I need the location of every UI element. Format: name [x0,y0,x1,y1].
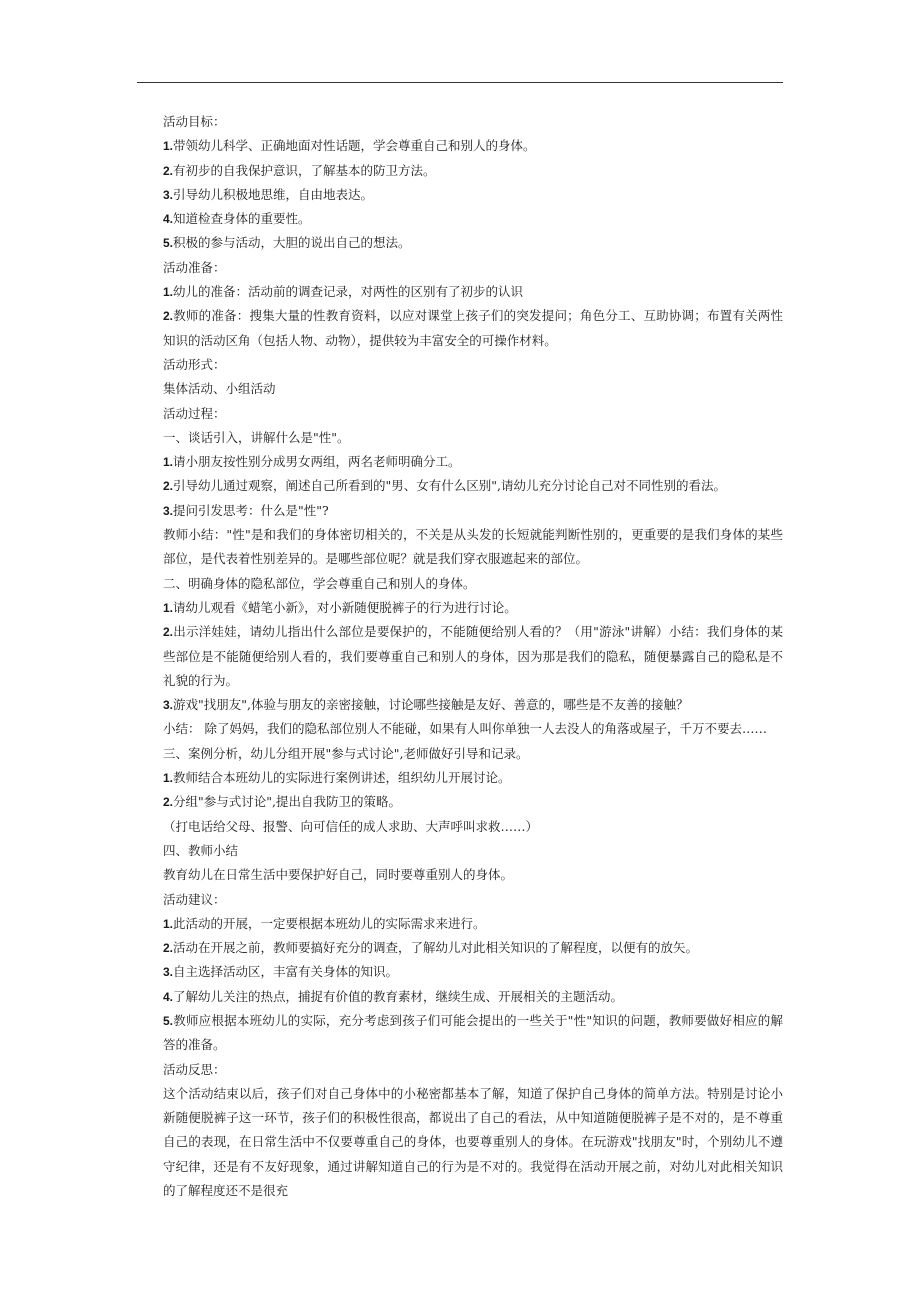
paragraph-text: 带领幼儿科学、正确地面对性话题，学会尊重自己和别人的身体。 [173,138,536,154]
paragraph-text: 活动形式： [163,356,226,372]
paragraph [139,426,783,450]
numbered-paragraph [139,450,783,474]
paragraph-text: 游戏"找朋友",体验与朋友的亲密接触，讨论哪些接触是友好、善意的，哪些是不友善的接触？ [173,697,689,713]
numbered-paragraph [139,936,783,960]
item-number: 1. [163,600,174,615]
numbered-paragraph [139,280,783,304]
paragraph-text: 积极的参与活动，大胆的说出自己的想法。 [173,235,411,251]
item-number: 3. [163,503,174,518]
numbered-paragraph [139,912,783,936]
paragraph [139,815,783,839]
paragraph [139,1082,783,1203]
item-number: 2. [163,309,174,324]
item-number: 5. [163,236,174,251]
paragraph-text: 教师的准备：搜集大量的性教育资料，以应对课堂上孩子们的突发提问；角色分工、互助协调；布置有关两性知识的活动区角（包括人物、动物），提供较为丰富安全的可操作材料。 [163,308,783,348]
paragraph [139,256,783,280]
paragraph [139,839,783,863]
paragraph-text: 活动在开展之前，教师要搞好充分的调查，了解幼儿对此相关知识的了解程度，以便有的放矢。 [173,940,699,956]
numbered-paragraph [139,960,783,984]
paragraph-text: 二、明确身体的隐私部位，学会尊重自己和别人的身体。 [163,575,476,591]
paragraph-text: 此活动的开展，一定要根据本班幼儿的实际需求来进行。 [173,915,486,931]
paragraph-text: 三、案例分析，幼儿分组开展"参与式讨论",老师做好引导和记录。 [163,745,529,761]
paragraph-text: 小结： 除了妈妈，我们的隐私部位别人不能碰，如果有人叫你单独一人去没人的角落或屋子，千万不要去…… [163,721,767,737]
item-number: 2. [163,163,174,178]
numbered-paragraph [139,985,783,1009]
numbered-paragraph [139,134,783,158]
paragraph [139,523,783,572]
paragraph [139,742,783,766]
paragraph-text: 教师小结："性"是和我们的身体密切相关的，不关是从头发的长短就能判断性别的，更重要的是我们身体的某些部位，是代表着性别差异的。是哪些部位呢？就是我们穿衣服遮起来的部位。 [163,527,783,567]
item-number: 4. [163,989,174,1004]
paragraph-text: 引导幼儿通过观察，阐述自己所看到的"男、女有什么区别",请幼儿充分讨论自己对不同性别的看法。 [173,478,726,494]
paragraph-text: 活动准备： [163,259,226,275]
paragraph-text: （打电话给父母、报警、向可信任的成人求助、大声呼叫求救……） [163,818,539,834]
item-number: 2. [163,941,174,956]
paragraph-text: 请小朋友按性别分成男女两组，两名老师明确分工。 [173,454,461,470]
paragraph-text: 活动目标： [163,114,226,129]
paragraph [139,110,783,134]
numbered-paragraph [139,766,783,790]
paragraph-text: 知道检查身体的重要性。 [173,211,311,227]
paragraph [139,1058,783,1082]
numbered-paragraph [139,231,783,255]
numbered-paragraph [139,790,783,814]
item-number: 5. [163,1013,174,1028]
paragraph-text: 有初步的自我保护意识，了解基本的防卫方法。 [173,162,436,178]
item-number: 1. [163,139,174,154]
paragraph-text: 自主选择活动区，丰富有关身体的知识。 [173,964,399,980]
item-number: 2. [163,795,174,810]
paragraph-text: 活动过程： [163,405,226,421]
paragraph-text: 提问引发思考：什么是"性"? [173,502,329,518]
numbered-paragraph [139,1009,783,1058]
paragraph-text: 教师应根据本班幼儿的实际，充分考虑到孩子们可能会提出的一些关于"性"知识的问题，教师要做好相应的解答的准备。 [163,1012,783,1053]
paragraph-text: 教育幼儿在日常生活中要保护好自己，同时要尊重别人的身体。 [163,867,514,883]
document-body [139,110,783,1203]
item-number: 1. [163,285,174,300]
paragraph-text: 出示洋娃娃，请幼儿指出什么部位是要保护的，不能随便给别人看的？（用"游泳"讲解）小结：我们身体的某些部位是不能随便给别人看的，我们要尊重自己和别人的身体，因为那是我们的隐私，随便暴露自己的隐私是不礼貌的行为。 [163,624,783,688]
item-number: 3. [163,698,174,713]
numbered-paragraph [139,183,783,207]
item-number: 2. [163,625,174,640]
paragraph-text: 一、谈话引入，讲解什么是"性"。 [163,429,350,445]
numbered-paragraph [139,304,783,353]
paragraph-text: 请幼儿观看《蜡笔小新》，对小新随便脱裤子的行为进行讨论。 [173,599,517,615]
numbered-paragraph [139,159,783,183]
paragraph-text: 这个活动结束以后，孩子们对自己身体中的小秘密都基本了解，知道了保护自己身体的简单方法。特别是讨论小新随便脱裤子这一环节，孩子们的积极性很高，都说出了自己的看法，从中知道随便脱裤子是不对的，是不尊重自己的表现，在日常生活中不仅要尊重自己的身体，也要尊重别人的身体。在玩游戏"找朋友"时，个别幼儿不遵守纪律，还是有不友好现象，通过讲解知道自己的行为是不对的。我觉得在活动开展之前，对幼儿对此相关知识的了解程度还不是很充 [163,1085,783,1199]
paragraph [139,377,783,401]
paragraph [139,717,783,741]
paragraph [139,402,783,426]
numbered-paragraph [139,596,783,620]
numbered-paragraph [139,499,783,523]
paragraph-text: 分组"参与式讨论",提出自我防卫的策略。 [173,794,401,810]
paragraph [139,353,783,377]
paragraph-text: 幼儿的准备：活动前的调查记录，对两性的区别有了初步的认识 [173,284,524,300]
item-number: 3. [163,187,174,202]
paragraph-text: 活动建议： [163,891,226,907]
paragraph [139,863,783,887]
paragraph-text: 活动反思： [163,1061,226,1077]
header-rule [137,82,783,83]
item-number: 1. [163,455,174,470]
item-number: 4. [163,212,174,227]
numbered-paragraph [139,207,783,231]
paragraph-text: 教师结合本班幼儿的实际进行案例讲述，组织幼儿开展讨论。 [173,770,511,786]
numbered-paragraph [139,474,783,498]
numbered-paragraph [139,693,783,717]
item-number: 2. [163,479,174,494]
paragraph [139,888,783,912]
item-number: 1. [163,916,174,931]
paragraph-text: 引导幼儿积极地思维，自由地表达。 [173,186,374,202]
item-number: 1. [163,771,174,786]
paragraph-text: 四、教师小结 [163,842,239,858]
paragraph-text: 集体活动、小组活动 [163,381,276,397]
paragraph-text: 了解幼儿关注的热点，捕捉有价值的教育素材，继续生成、开展相关的主题活动。 [173,988,624,1004]
numbered-paragraph [139,620,783,693]
paragraph [139,572,783,596]
item-number: 3. [163,965,174,980]
